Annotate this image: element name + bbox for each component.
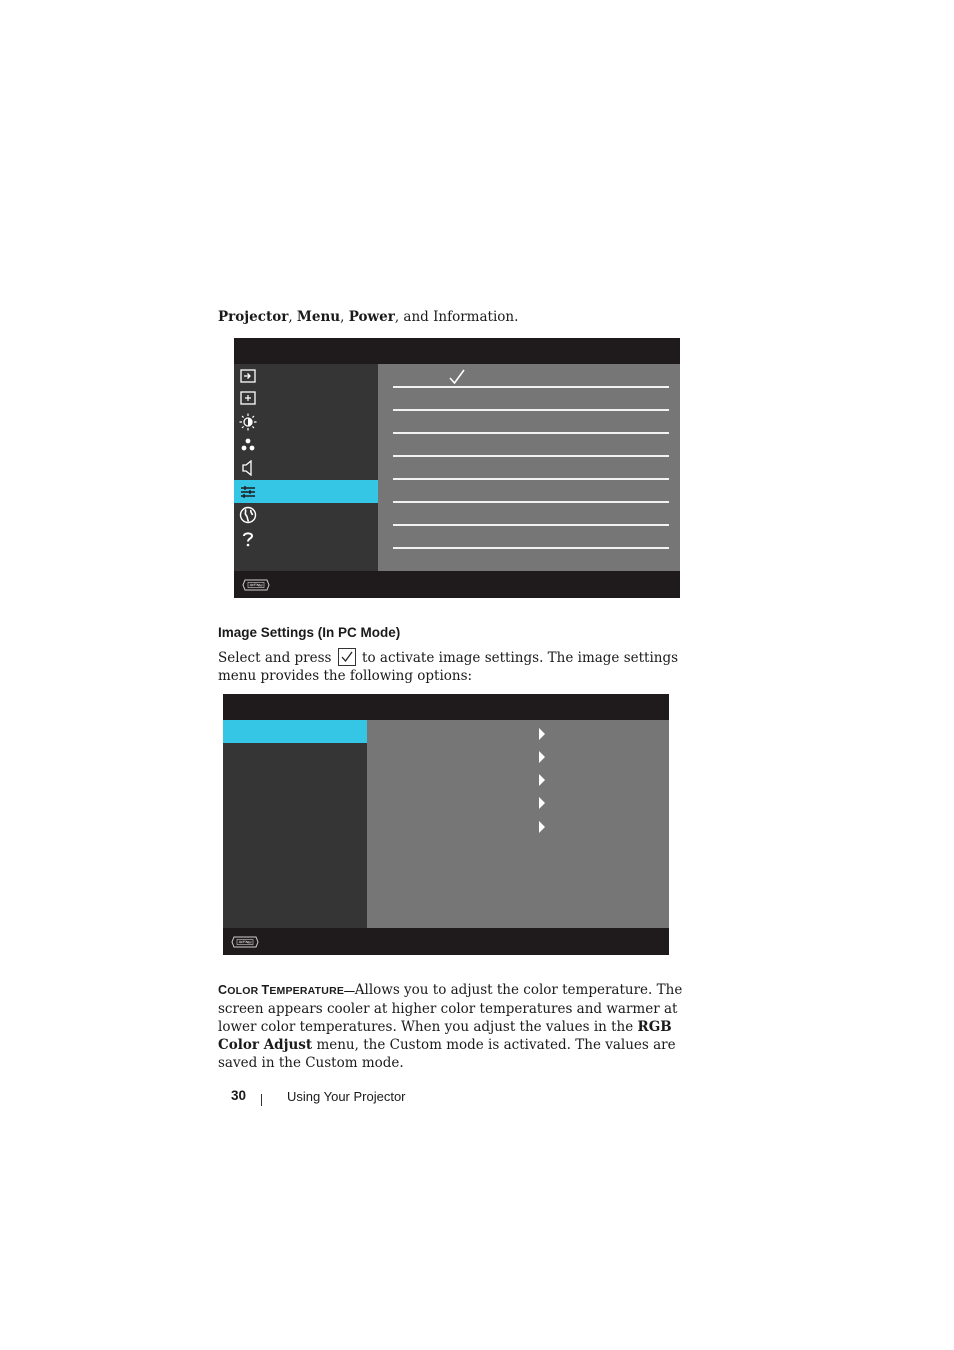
option-row-divider bbox=[393, 524, 669, 526]
para-text-after: to activate image settings. The image settings menu provides the following options: bbox=[218, 650, 679, 684]
section-heading: Image Settings (In PC Mode) bbox=[218, 625, 401, 640]
submenu-arrow-icon[interactable] bbox=[538, 794, 546, 806]
intro-menu: Menu bbox=[296, 309, 341, 325]
intro-sep-2: , bbox=[340, 309, 349, 325]
osd-title-bar bbox=[234, 338, 680, 364]
term-cap-t: T bbox=[261, 983, 270, 997]
term-dash: — bbox=[344, 985, 355, 997]
option-row-divider bbox=[393, 547, 669, 549]
osd-title-bar bbox=[223, 694, 669, 720]
submenu-arrow-icon[interactable] bbox=[538, 818, 546, 830]
submenu-arrow-icon[interactable] bbox=[538, 771, 546, 783]
option-row-divider bbox=[393, 386, 669, 388]
intro-line bbox=[218, 309, 518, 325]
term-rest-1: OLOR bbox=[227, 985, 262, 997]
para-text-before: Select and press bbox=[218, 650, 332, 666]
osd-left-panel bbox=[223, 720, 367, 928]
term-cap-c: C bbox=[218, 983, 228, 997]
color-temperature-term bbox=[218, 985, 355, 997]
osd-selected-item-highlight[interactable] bbox=[223, 720, 367, 743]
option-row-divider bbox=[393, 409, 669, 411]
enter-button-icon bbox=[338, 648, 356, 666]
language-icon[interactable] bbox=[239, 506, 257, 524]
video-mode-icon[interactable] bbox=[239, 436, 257, 454]
intro-sep-1: , bbox=[288, 309, 297, 325]
footer-separator bbox=[261, 1094, 262, 1106]
submenu-arrow-icon[interactable] bbox=[538, 748, 546, 760]
osd-advanced-settings-menu bbox=[234, 338, 680, 598]
option-row-divider bbox=[393, 478, 669, 480]
volume-icon[interactable] bbox=[239, 459, 257, 477]
option-row-divider bbox=[393, 432, 669, 434]
footer-chapter-title: Using Your Projector bbox=[287, 1089, 406, 1104]
input-source-icon[interactable] bbox=[239, 367, 257, 385]
advanced-settings-icon[interactable] bbox=[239, 483, 257, 501]
osd-footer-bar bbox=[234, 571, 680, 598]
osd-image-settings-menu bbox=[223, 694, 669, 955]
menu-button-icon bbox=[231, 934, 259, 948]
intro-rest: , and Information. bbox=[394, 309, 519, 325]
intro-paragraph bbox=[218, 648, 714, 685]
color-temperature-paragraph bbox=[218, 981, 714, 1072]
option-row-divider bbox=[393, 501, 669, 503]
rgb-color-adjust-term: RGB Color Adjust bbox=[218, 1019, 672, 1053]
option-row-divider bbox=[393, 455, 669, 457]
color-temp-text-1: Allows you to adjust the color temperature. The screen appears cooler at higher color temperatures and warmer at lower color temperatures. When you adjust the values in the bbox=[218, 982, 683, 1035]
page-number: 30 bbox=[231, 1088, 247, 1103]
brightness-contrast-icon[interactable] bbox=[239, 413, 257, 431]
menu-button-icon bbox=[242, 577, 270, 591]
checkmark-icon bbox=[448, 368, 466, 386]
intro-projector: Projector bbox=[218, 309, 289, 325]
auto-adjust-icon[interactable] bbox=[239, 389, 257, 407]
osd-footer-bar bbox=[223, 928, 669, 955]
submenu-arrow-icon[interactable] bbox=[538, 725, 546, 737]
color-temp-text-2: menu, the Custom mode is activated. The values are saved in the Custom mode. bbox=[218, 1037, 676, 1071]
intro-power: Power bbox=[348, 309, 395, 325]
help-icon[interactable] bbox=[239, 530, 257, 548]
term-rest-2: EMPERATURE bbox=[269, 985, 345, 997]
